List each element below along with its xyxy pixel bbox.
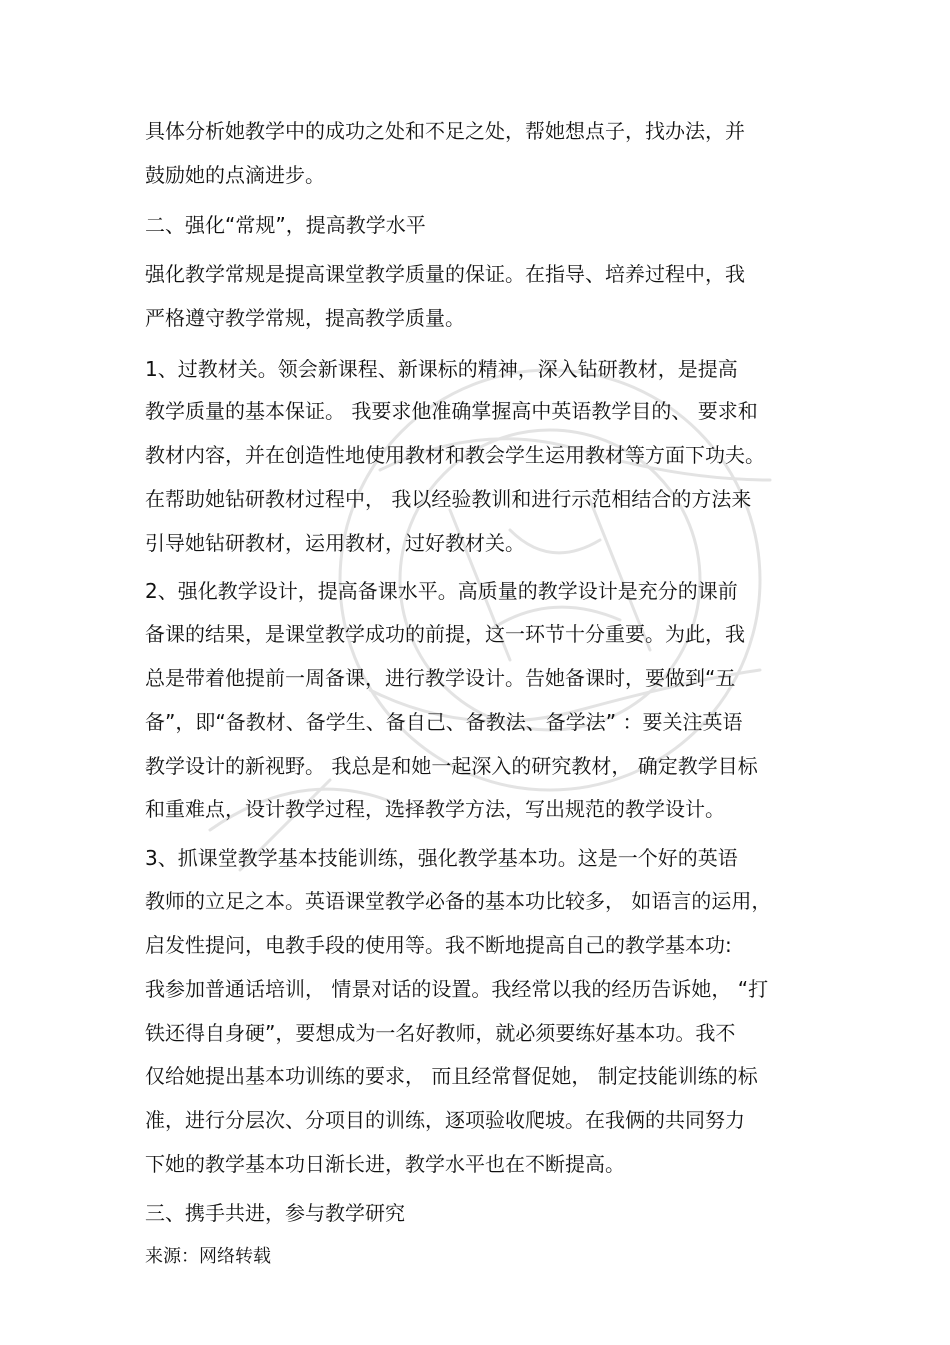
body-text-line: 教学设计的新视野。 我总是和她一起深入的研究教材， 确定教学目标 xyxy=(145,754,758,778)
body-text-line: 准，进行分层次、分项目的训练，逐项验收爬坡。在我俩的共同努力 xyxy=(145,1108,745,1132)
body-text-line: 仅给她提出基本功训练的要求， 而且经常督促她， 制定技能训练的标 xyxy=(145,1064,758,1088)
body-text-line: 引导她钻研教材，运用教材，过好教材关。 xyxy=(145,531,525,555)
body-text-line: 铁还得自身硬”，要想成为一名好教师，就必须要练好基本功。我不 xyxy=(145,1021,736,1045)
body-text-line: 启发性提问，电教手段的使用等。我不断地提高自己的教学基本功: xyxy=(145,933,732,957)
body-text-line: 教学质量的基本保证。 我要求他准确掌握高中英语教学目的、 要求和 xyxy=(145,399,758,423)
body-text-line: 1、过教材关。领会新课程、新课标的精神，深入钻研教材，是提高 xyxy=(145,357,738,381)
body-text-line: 具体分析她教学中的成功之处和不足之处，帮她想点子，找办法，并 xyxy=(145,119,745,143)
body-text-line: 下她的教学基本功日渐长进，教学水平也在不断提高。 xyxy=(145,1152,625,1176)
body-text-line: 备”，即“备教材、备学生、备自己、备教法、备学法” ：要关注英语 xyxy=(145,710,743,734)
body-text-line: 和重难点，设计教学过程，选择教学方法，写出规范的教学设计。 xyxy=(145,797,725,821)
section-heading: 二、强化“常规”，提高教学水平 xyxy=(145,213,426,237)
section-heading: 三、携手共进，参与教学研究 xyxy=(145,1201,405,1225)
body-text-line: 2、强化教学设计，提高备课水平。高质量的教学设计是充分的课前 xyxy=(145,579,738,603)
body-text-line: 教师的立足之本。英语课堂教学必备的基本功比较多， 如语言的运用， xyxy=(145,889,772,913)
body-text-line: 教材内容，并在创造性地使用教材和教会学生运用教材等方面下功夫。 xyxy=(145,443,765,467)
source-note: 来源：网络转载 xyxy=(145,1246,271,1267)
body-text-line: 强化教学常规是提高课堂教学质量的保证。在指导、培养过程中，我 xyxy=(145,262,745,286)
body-text-line: 在帮助她钻研教材过程中， 我以经验教训和进行示范相结合的方法来 xyxy=(145,487,752,511)
body-text-line: 总是带着他提前一周备课，进行教学设计。告她备课时，要做到“五 xyxy=(145,666,736,690)
body-text-line: 鼓励她的点滴进步。 xyxy=(145,163,325,187)
body-text-line: 备课的结果，是课堂教学成功的前提，这一环节十分重要。为此，我 xyxy=(145,622,745,646)
body-text-line: 3、抓课堂教学基本技能训练，强化教学基本功。这是一个好的英语 xyxy=(145,846,738,870)
body-text-line: 我参加普通话培训， 情景对话的设置。我经常以我的经历告诉她， “打 xyxy=(145,977,769,1001)
body-text-line: 严格遵守教学常规，提高教学质量。 xyxy=(145,306,465,330)
